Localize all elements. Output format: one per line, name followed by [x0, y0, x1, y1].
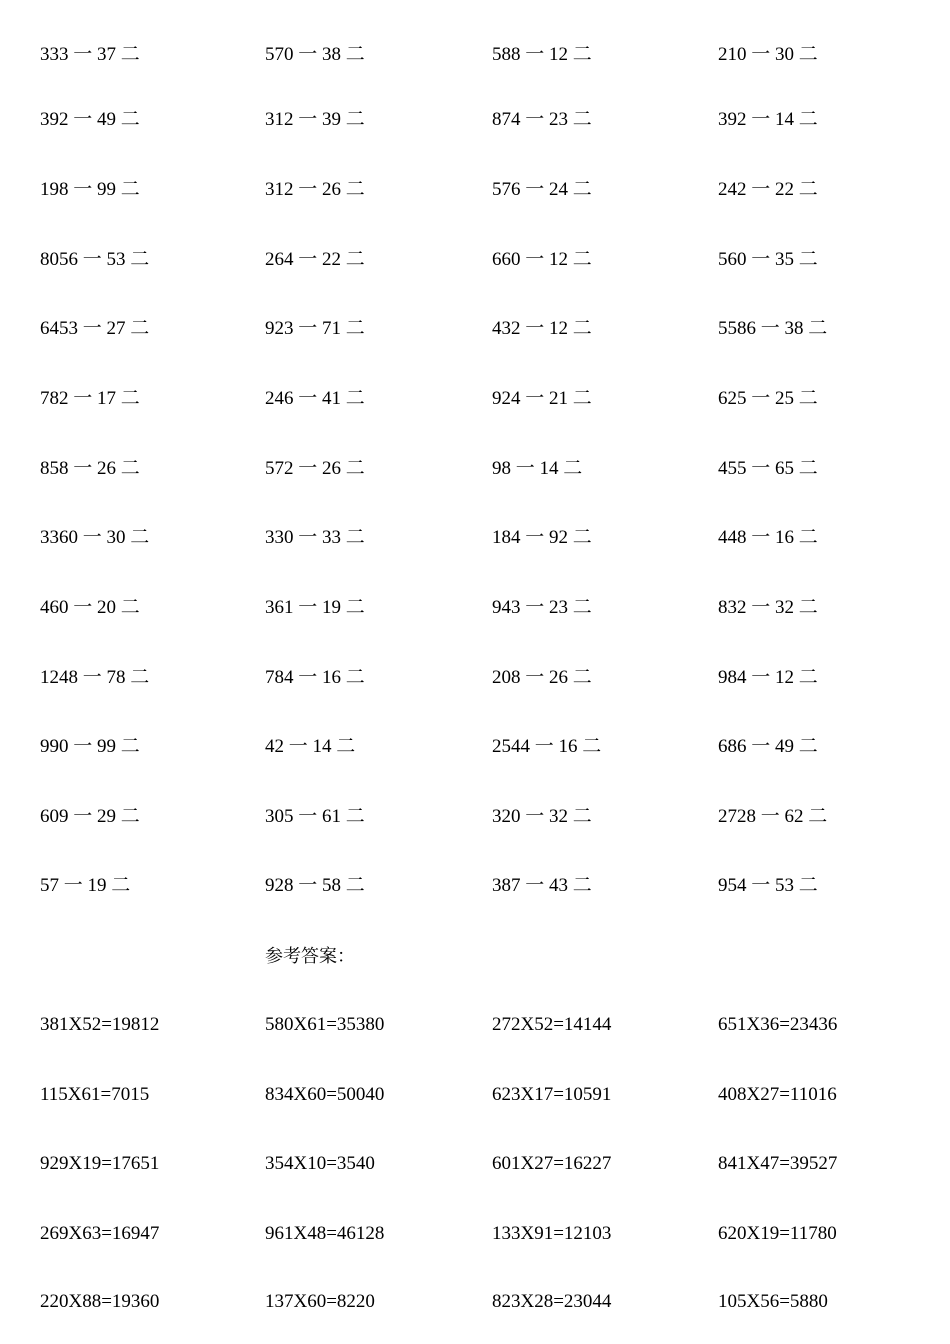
problem-item: 387 一 43 二: [492, 875, 592, 896]
problem-row: [0, 523, 950, 553]
problem-item: 361 一 19 二: [265, 597, 365, 618]
answer-item: 841X47=39527: [718, 1153, 838, 1174]
problem-item: 264 一 22 二: [265, 249, 365, 270]
problem-item: 560 一 35 二: [718, 249, 818, 270]
problem-item: 8056 一 53 二: [40, 249, 150, 270]
problem-item: 1248 一 78 二: [40, 667, 150, 688]
problem-item: 832 一 32 二: [718, 597, 818, 618]
problem-row: [0, 663, 950, 693]
problem-item: 782 一 17 二: [40, 388, 140, 409]
problem-item: 984 一 12 二: [718, 667, 818, 688]
problem-item: 660 一 12 二: [492, 249, 592, 270]
answer-item: 381X52=19812: [40, 1014, 160, 1035]
problem-item: 784 一 16 二: [265, 667, 365, 688]
problem-item: 928 一 58 二: [265, 875, 365, 896]
problem-item: 333 一 37 二: [40, 44, 140, 65]
answer-item: 220X88=19360: [40, 1291, 160, 1312]
problem-item: 42 一 14 二: [265, 736, 356, 757]
problem-item: 98 一 14 二: [492, 458, 583, 479]
problem-item: 6453 一 27 二: [40, 318, 150, 339]
problem-item: 943 一 23 二: [492, 597, 592, 618]
answer-item: 408X27=11016: [718, 1084, 837, 1105]
problem-row: [0, 871, 950, 901]
problem-item: 3360 一 30 二: [40, 527, 150, 548]
answer-item: 929X19=17651: [40, 1153, 160, 1174]
problem-item: 392 一 49 二: [40, 109, 140, 130]
answer-item: 115X61=7015: [40, 1084, 150, 1105]
problem-item: 305 一 61 二: [265, 806, 365, 827]
problem-item: 686 一 49 二: [718, 736, 818, 757]
problem-item: 924 一 21 二: [492, 388, 592, 409]
problem-item: 210 一 30 二: [718, 44, 818, 65]
answer-item: 823X28=23044: [492, 1291, 612, 1312]
problem-item: 330 一 33 二: [265, 527, 365, 548]
problem-row: [0, 384, 950, 414]
answer-item: 137X60=8220: [265, 1291, 375, 1312]
problem-item: 242 一 22 二: [718, 179, 818, 200]
problem-row: [0, 454, 950, 484]
problem-row: [0, 593, 950, 623]
problem-item: 184 一 92 二: [492, 527, 592, 548]
answer-item: 105X56=5880: [718, 1291, 828, 1312]
answer-item: 580X61=35380: [265, 1014, 385, 1035]
problem-item: 2728 一 62 二: [718, 806, 828, 827]
answer-row: [0, 1219, 950, 1249]
problem-item: 312 一 26 二: [265, 179, 365, 200]
problem-item: 392 一 14 二: [718, 109, 818, 130]
answer-row: [0, 1287, 950, 1317]
problem-item: 609 一 29 二: [40, 806, 140, 827]
problem-item: 990 一 99 二: [40, 736, 140, 757]
problem-item: 858 一 26 二: [40, 458, 140, 479]
problem-row: [0, 105, 950, 135]
problem-item: 460 一 20 二: [40, 597, 140, 618]
problem-item: 312 一 39 二: [265, 109, 365, 130]
answer-row: [0, 1080, 950, 1110]
answer-item: 620X19=11780: [718, 1223, 837, 1244]
problem-row: [0, 175, 950, 205]
problem-item: 2544 一 16 二: [492, 736, 602, 757]
problem-item: 455 一 65 二: [718, 458, 818, 479]
problem-item: 572 一 26 二: [265, 458, 365, 479]
problem-item: 954 一 53 二: [718, 875, 818, 896]
problem-row: [0, 314, 950, 344]
answer-item: 354X10=3540: [265, 1153, 375, 1174]
problem-row: [0, 732, 950, 762]
problem-item: 576 一 24 二: [492, 179, 592, 200]
problem-item: 923 一 71 二: [265, 318, 365, 339]
problem-item: 5586 一 38 二: [718, 318, 828, 339]
problem-row: [0, 802, 950, 832]
problem-row: [0, 245, 950, 275]
answer-item: 623X17=10591: [492, 1084, 612, 1105]
answers-heading: 参考答案：: [265, 946, 355, 967]
problem-item: 588 一 12 二: [492, 44, 592, 65]
problem-item: 570 一 38 二: [265, 44, 365, 65]
answer-row: [0, 1010, 950, 1040]
problem-item: 448 一 16 二: [718, 527, 818, 548]
problem-item: 246 一 41 二: [265, 388, 365, 409]
answer-item: 272X52=14144: [492, 1014, 612, 1035]
answer-item: 269X63=16947: [40, 1223, 160, 1244]
problem-item: 198 一 99 二: [40, 179, 140, 200]
problem-item: 57 一 19 二: [40, 875, 131, 896]
answer-item: 961X48=46128: [265, 1223, 385, 1244]
problem-item: 432 一 12 二: [492, 318, 592, 339]
problem-item: 625 一 25 二: [718, 388, 818, 409]
answer-row: [0, 1149, 950, 1179]
problem-item: 208 一 26 二: [492, 667, 592, 688]
answer-item: 834X60=50040: [265, 1084, 385, 1105]
problem-row: [0, 40, 950, 70]
problem-item: 874 一 23 二: [492, 109, 592, 130]
answer-item: 601X27=16227: [492, 1153, 612, 1174]
answer-item: 133X91=12103: [492, 1223, 612, 1244]
problem-item: 320 一 32 二: [492, 806, 592, 827]
answer-item: 651X36=23436: [718, 1014, 838, 1035]
